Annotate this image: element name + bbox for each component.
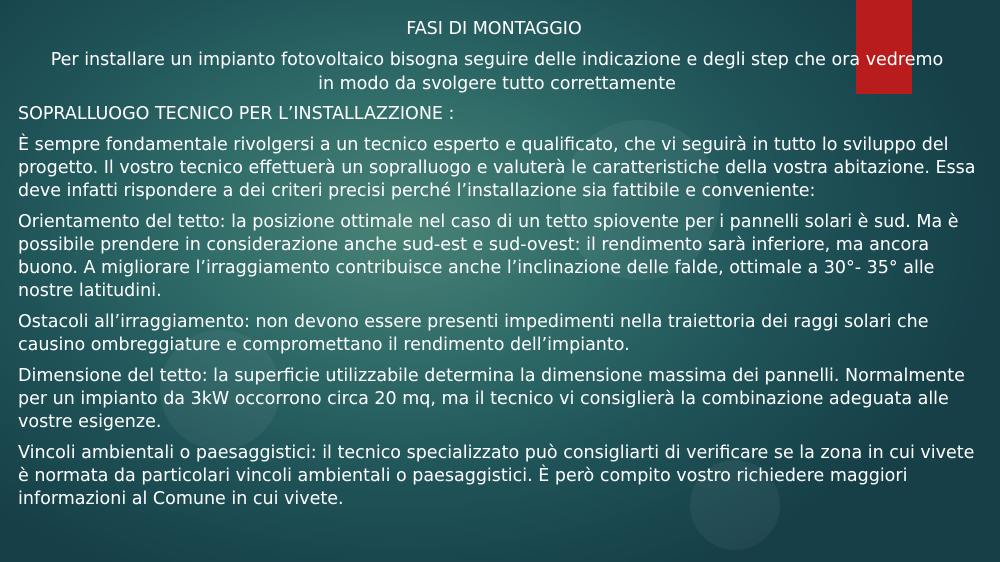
slide-title: FASI DI MONTAGGIO [406,19,582,39]
slide-intro: Per installare un impianto fotovoltaico bisogna seguire delle indicazione e degli step che ora vedremo in modo da svolgere tutto correttamente [50,50,944,94]
slide-body [18,103,978,519]
body-paragraph: Orientamento del tetto: la posizione ottimale nel caso di un tetto spiovente per i pannelli solari è sud. Ma è possibile prendere in considerazione anche sud-est e sud-ovest: il rendimento sarà inferiore, ma ancora buono. A migliorare l’irraggiamento contribuisce anche l’inclinazione delle falde, ottimale a 30°- 35° alle nostre latitudini. [18,212,959,301]
section-heading: SOPRALLUOGO TECNICO PER L’INSTALLAZZIONE : [18,104,455,124]
body-paragraph: Vincoli ambientali o paesaggistici: il tecnico specializzato può consigliarti di verificare se la zona in cui vivete è normata da particolari vincoli ambientali o paesaggistici. È però compito vostro richiedere maggiori informazioni al Comune in cui vivete. [18,443,975,509]
body-paragraph: Dimensione del tetto: la superficie utilizzabile determina la dimensione massima dei pannelli. Normalmente per un impianto da 3kW occorrono circa 20 mq, ma il tecnico vi consiglierà la combinazione adeguata alle vostre esigenze. [18,366,965,432]
body-paragraph: Ostacoli all’irraggiamento: non devono essere presenti impedimenti nella traiettoria dei raggi solari che causino ombreggiature e compromettano il rendimento dell’impianto. [18,312,929,355]
body-paragraph: È sempre fondamentale rivolgersi a un tecnico esperto e qualificato, che vi seguirà in tutto lo sviluppo del progetto. Il vostro tecnico effettuerà un sopralluogo e valuterà le caratteristiche della vostra abitazione. Essa deve infatti rispondere a dei criteri precisi perché l’installazione sia fattibile e conveniente: [18,135,976,201]
